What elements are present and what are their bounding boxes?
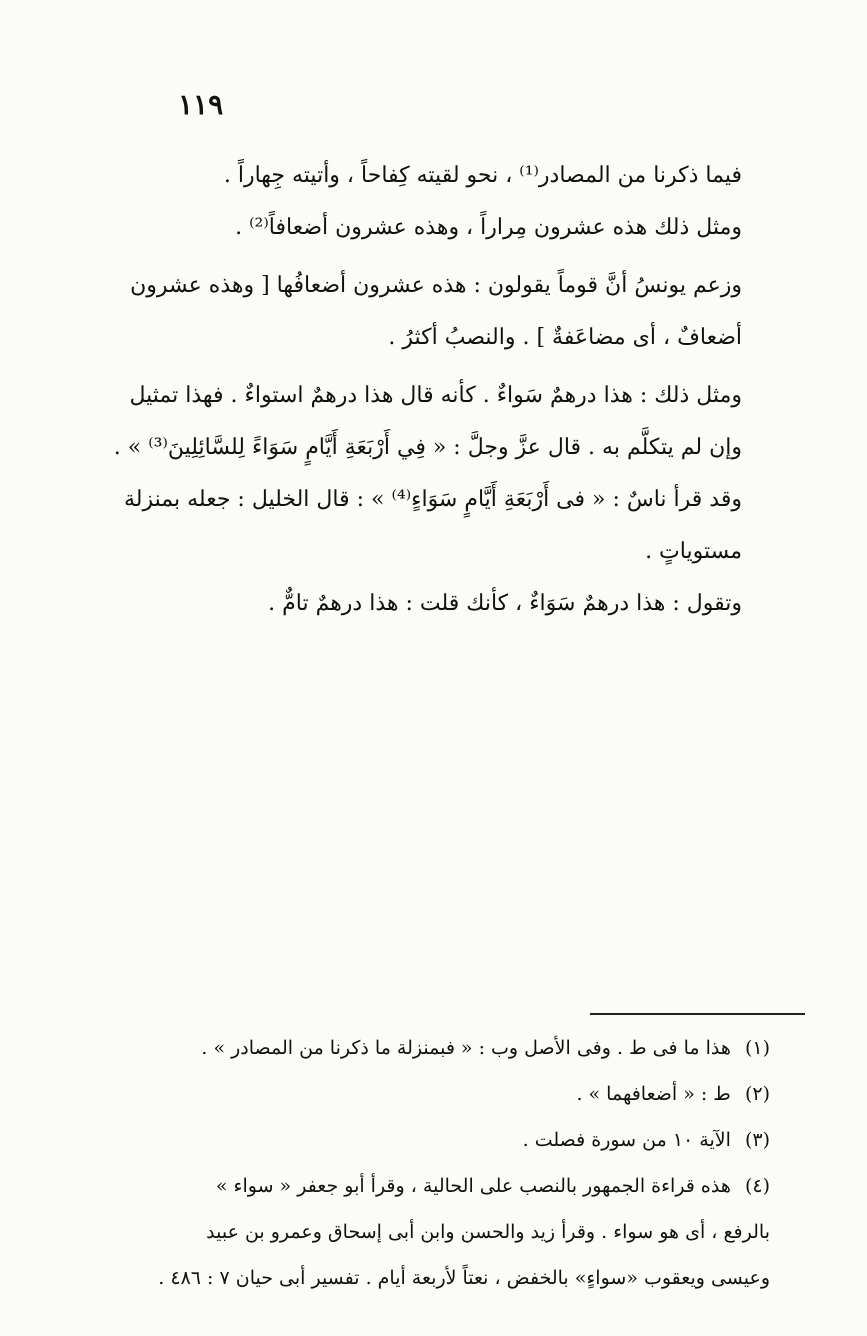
text-line: وزعم يونسُ أنَّ قوماً يقولون : هذه عشرون أضعافُها [ وهذه عشرون — [130, 273, 742, 298]
page-number: ١١٩ — [178, 88, 224, 121]
footnote-text: الآية ١٠ من سورة فصلت . — [522, 1129, 731, 1151]
footnote-text: هذا ما فى ط . وفى الأصل وب : « فبمنزلة ما ذكرنا من المصادر » . — [201, 1037, 731, 1059]
text-line: ومثل ذلك : هذا درهمٌ سَواءٌ . كأنه قال هذا درهمٌ استواءٌ . فهذا تمثيل — [129, 383, 742, 408]
paragraph-4 — [113, 370, 770, 578]
footnote-4-continued: بالرفع ، أى هو سواء . وقرأ زيد والحسن وابن أبى إسحاق وعمرو بن عبيد — [206, 1221, 770, 1243]
footnote-separator — [590, 1013, 805, 1015]
footnote-2 — [130, 1071, 770, 1117]
main-text — [113, 150, 770, 630]
footnotes — [130, 1025, 770, 1301]
paragraph-3 — [130, 260, 770, 364]
text-line: وإن لم يتكلَّم به . قال عزَّ وجلَّ : « فِي أَرْبَعَةِ أَيَّامٍ سَوَاءً لِلسَّائِلِينَ⁽³⁾ » . — [113, 435, 742, 460]
footnote-3 — [130, 1117, 770, 1163]
text-line: ومثل ذلك هذه عشرون مِراراً ، وهذه عشرون أضعافاً⁽²⁾ . — [235, 215, 742, 240]
footnote-number: (٢) — [744, 1083, 770, 1105]
text-line: فيما ذكرنا من المصادر⁽¹⁾ ، نحو لقيته كِفاحاً ، وأتيته جِهاراً . — [223, 163, 742, 188]
paragraph-1 — [140, 150, 770, 202]
footnote-4-continued: وعيسى ويعقوب «سواءٍ» بالخفض ، نعتاً لأربعة أيام . تفسير أبى حيان ٧ : ٤٨٦ . — [158, 1267, 770, 1289]
paragraph-5 — [140, 578, 770, 630]
footnote-1 — [130, 1025, 770, 1071]
footnote-text: ط : « أضعافهما » . — [576, 1083, 731, 1105]
text-line: وتقول : هذا درهمٌ سَوَاءٌ ، كأنك قلت : هذا درهمٌ تامٌّ . — [268, 591, 742, 616]
text-line: مستوياتٍ . — [645, 539, 742, 564]
footnote-4 — [130, 1163, 770, 1209]
footnote-number: (١) — [744, 1037, 770, 1059]
footnote-number: (٤) — [744, 1175, 770, 1197]
text-line: أضعافٌ ، أى مضاعَفةٌ ] . والنصبُ أكثرُ . — [388, 325, 742, 350]
footnote-number: (٣) — [744, 1129, 770, 1151]
footnote-text: هذه قراءة الجمهور بالنصب على الحالية ، وقرأ أبو جعفر « سواء » — [215, 1175, 731, 1197]
paragraph-2 — [140, 202, 770, 254]
text-line: وقد قرأ ناسٌ : « فى أَرْبَعَةِ أَيَّامٍ سَوَاءٍ⁽⁴⁾ » : قال الخليل : جعله بمنزلة — [124, 487, 742, 512]
